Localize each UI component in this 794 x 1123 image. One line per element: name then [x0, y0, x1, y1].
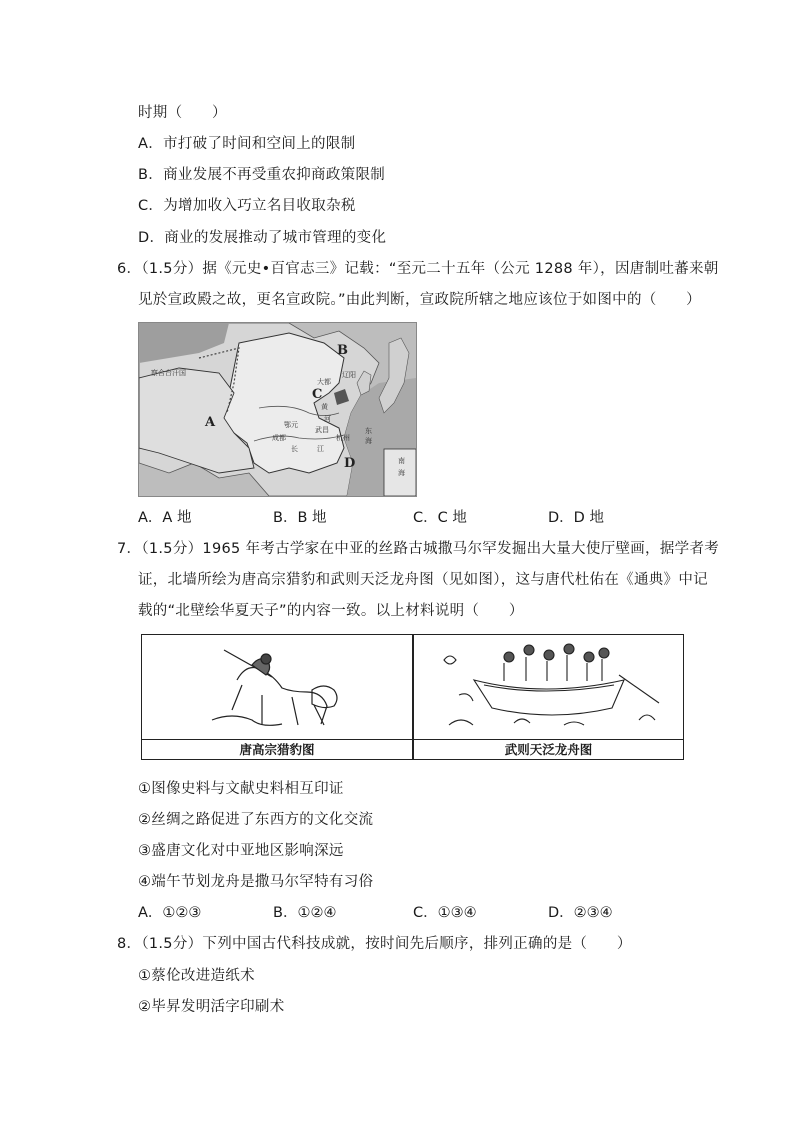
q7-statement-2: ②丝绸之路促进了东西方的文化交流 — [138, 812, 374, 828]
q7-stem-line-3: 载的“北壁绘华夏天子”的内容一致。以上材料说明（ ） — [138, 603, 524, 619]
q5-option-b[interactable] — [138, 165, 385, 185]
map-place-liaoyang: 辽阳 — [342, 371, 356, 379]
map-place-wuchang: 武昌 — [315, 426, 329, 434]
dragon-boat-illustration — [414, 635, 683, 739]
option-label: B． — [138, 167, 164, 183]
caption-hunting: 唐高宗猎豹图 — [142, 739, 412, 759]
q7-option-a[interactable]: A．①②③ — [138, 905, 202, 921]
q7-option-b[interactable]: B．①②④ — [273, 905, 337, 921]
q6-option-d[interactable]: D．D 地 — [548, 510, 604, 526]
dragon-boat-mural — [414, 635, 683, 739]
map-place-ezhou: 鄂元 — [284, 421, 298, 429]
q7-stem-line-2: 证，北墙所绘为唐高宗猎豹和武则天泛龙舟图（见如图），这与唐代杜佑在《通典》中记 — [138, 572, 708, 588]
map-place-huanghe-2: 河 — [324, 415, 331, 423]
q8-statement-2: ②毕昇发明活字印刷术 — [138, 999, 285, 1015]
option-text: 商业发展不再受重农抑商政策限制 — [163, 167, 386, 183]
map-place-changjiang: 长 — [291, 445, 298, 453]
q8-statement-1: ①蔡伦改进造纸术 — [138, 968, 255, 984]
map-place-changjiang-2: 江 — [317, 445, 324, 453]
map-place-dadu: 大都 — [317, 378, 331, 386]
q7-option-c[interactable]: C．①③④ — [413, 905, 477, 921]
option-label: A． — [138, 136, 164, 152]
map-drawing — [139, 323, 416, 496]
map-place-chengdu: 成都 — [272, 434, 286, 442]
option-text: 市打破了时间和空间上的限制 — [163, 136, 356, 152]
map-place-huanghe: 黄 — [321, 403, 328, 411]
map-place-hangzhou: 杭州 — [336, 434, 350, 442]
q6-option-a[interactable]: A．A 地 — [138, 510, 192, 526]
map-label-d: D — [344, 456, 356, 471]
map-place-donghai-2: 海 — [365, 437, 372, 445]
q7-option-d[interactable]: D．②③④ — [548, 905, 613, 921]
q5-option-a[interactable] — [138, 134, 355, 154]
map-place-nanhai: 南 — [398, 457, 405, 465]
q5-option-c[interactable] — [138, 196, 356, 216]
option-text: 为增加收入巧立名目收取杂税 — [163, 198, 356, 214]
option-label: D． — [138, 230, 165, 246]
map-label-c: C — [312, 387, 323, 402]
map-place-chagatai: 察合台汗国 — [151, 369, 186, 377]
q6-option-c[interactable]: C．C 地 — [413, 510, 467, 526]
map-place-nanhai-2: 海 — [398, 469, 405, 477]
q5-stem-continuation: 时期（ ） — [138, 105, 227, 121]
map-label-a: A — [205, 415, 216, 430]
hunting-illustration — [142, 635, 412, 739]
map-place-donghai: 东 — [365, 427, 372, 435]
q7-statement-4: ④端午节划龙舟是撒马尔罕特有习俗 — [138, 874, 374, 890]
q6-stem-line-2: 见於宣政殿之故，更名宣政院。”由此判断，宣政院所辖之地应该位于如图中的（ ） — [138, 292, 701, 308]
option-label: C． — [138, 198, 164, 214]
q7-statement-3: ③盛唐文化对中亚地区影响深远 — [138, 843, 344, 859]
option-text: 商业的发展推动了城市管理的变化 — [164, 230, 387, 246]
q7-statement-1: ①图像史料与文献史料相互印证 — [138, 781, 344, 797]
hunting-leopard-mural — [142, 635, 412, 739]
q6-stem-line-1: 6．（1.5分）据《元史•百官志三》记载：“至元二十五年（公元 1288 年），因唐制吐蕃来朝 — [117, 261, 719, 277]
q6-option-b[interactable]: B．B 地 — [273, 510, 327, 526]
q5-option-d[interactable] — [138, 228, 386, 248]
q8-stem-line-1: 8．（1.5分）下列中国古代科技成就，按时间先后顺序，排列正确的是（ ） — [117, 936, 632, 952]
map-label-b: B — [337, 343, 348, 358]
mural-figure-table — [141, 634, 684, 760]
q7-stem-line-1: 7．（1.5分）1965 年考古学家在中亚的丝路古城撒马尔罕发掘出大量大使厅壁画，据学者考 — [117, 541, 720, 557]
yuan-dynasty-map — [138, 322, 417, 497]
caption-dragon-boat: 武则天泛龙舟图 — [414, 739, 683, 759]
